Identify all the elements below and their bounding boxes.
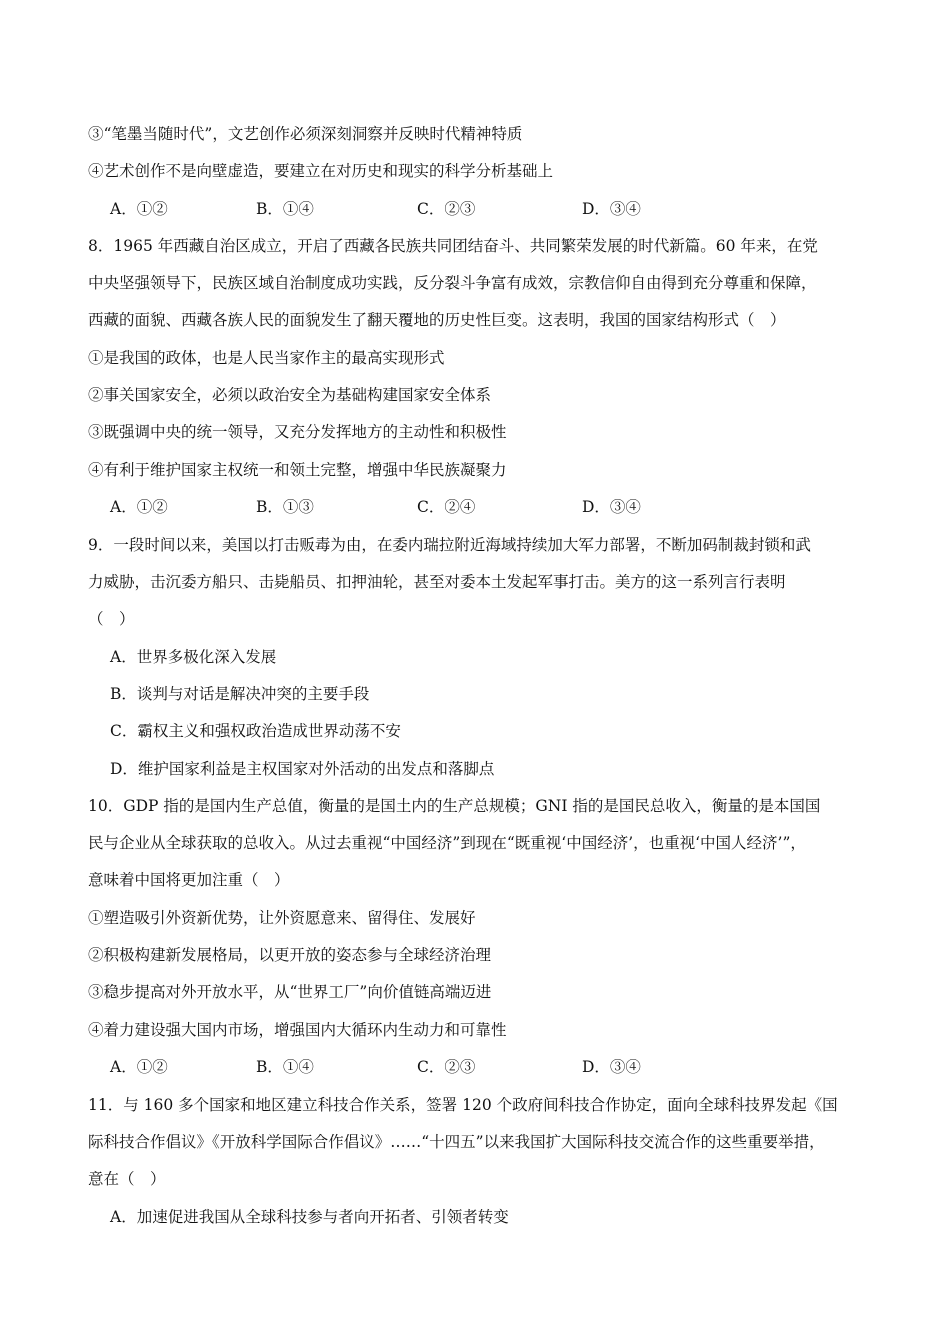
q8-stem-line-1: 8．1965 年西藏自治区成立，开启了西藏各民族共同团结奋斗、共同繁荣发展的时代新篇。60 年来，在党 [88, 237, 818, 255]
q9-stem-line-1: 9．一段时间以来，美国以打击贩毒为由，在委内瑞拉附近海域持续加大军力部署，不断加码制裁封锁和武 [88, 536, 811, 554]
q10-option-a: A．①② [110, 1058, 168, 1076]
q11-stem-line-1: 11．与 160 多个国家和地区建立科技合作关系，签署 120 个政府间科技合作协定，面向全球科技界发起《国 [88, 1096, 838, 1114]
q9-stem-line-2: 力威胁，击沉委方船只、击毙船员、扣押油轮，甚至对委本土发起军事打击。美方的这一系列言行表明 [88, 573, 786, 591]
q11-option-a: A．加速促进我国从全球科技参与者向开拓者、引领者转变 [110, 1208, 509, 1226]
q10-option-c: C．②③ [417, 1058, 476, 1076]
q7-item-4: ④艺术创作不是向壁虚造，要建立在对历史和现实的科学分析基础上 [88, 162, 554, 180]
q8-stem-line-2: 中央坚强领导下，民族区域自治制度成功实践，反分裂斗争富有成效，宗教信仰自由得到充分尊重和保障， [88, 274, 817, 292]
q7-item-3: ③“笔墨当随时代”，文艺创作必须深刻洞察并反映时代精神特质 [88, 125, 523, 143]
q10-stem-line-1: 10．GDP 指的是国内生产总值，衡量的是国土内的生产总规模；GNI 指的是国民总收入，衡量的是本国国 [88, 797, 821, 815]
q10-item-3: ③稳步提高对外开放水平，从“世界工厂”向价值链高端迈进 [88, 983, 492, 1001]
q7-option-a: A．①② [110, 200, 168, 218]
q10-option-b: B．①④ [256, 1058, 314, 1076]
q10-stem-line-2: 民与企业从全球获取的总收入。从过去重视“中国经济”到现在“既重视‘中国经济’，也重视‘中国人经济’”， [88, 834, 806, 852]
q11-stem-line-3: 意在（ ） [88, 1170, 166, 1188]
q10-item-4: ④着力建设强大国内市场，增强国内大循环内生动力和可靠性 [88, 1021, 507, 1039]
q9-option-b: B．谈判与对话是解决冲突的主要手段 [110, 685, 370, 703]
q9-stem-line-3: （ ） [88, 610, 135, 628]
q7-option-d: D．③④ [582, 200, 641, 218]
q9-option-d: D．维护国家利益是主权国家对外活动的出发点和落脚点 [110, 760, 495, 778]
q8-item-2: ②事关国家安全，必须以政治安全为基础构建国家安全体系 [88, 386, 492, 404]
q8-option-b: B．①③ [256, 498, 314, 516]
q8-option-d: D．③④ [582, 498, 641, 516]
q9-option-c: C．霸权主义和强权政治造成世界动荡不安 [110, 722, 401, 740]
q8-option-c: C．②④ [417, 498, 476, 516]
q11-stem-line-2: 际科技合作倡议》《开放科学国际合作倡议》……“十四五”以来我国扩大国际科技交流合作的这些重要举措， [88, 1133, 825, 1151]
q8-item-3: ③既强调中央的统一领导，又充分发挥地方的主动性和积极性 [88, 423, 507, 441]
q7-option-b: B．①④ [256, 200, 314, 218]
q10-item-1: ①塑造吸引外资新优势，让外资愿意来、留得住、发展好 [88, 909, 476, 927]
q10-option-d: D．③④ [582, 1058, 641, 1076]
q8-item-1: ①是我国的政体，也是人民当家作主的最高实现形式 [88, 349, 445, 367]
q7-option-c: C．②③ [417, 200, 476, 218]
q8-item-4: ④有利于维护国家主权统一和领土完整，增强中华民族凝聚力 [88, 461, 507, 479]
q10-item-2: ②积极构建新发展格局，以更开放的姿态参与全球经济治理 [88, 946, 492, 964]
q10-stem-line-3: 意味着中国将更加注重（ ） [88, 871, 290, 889]
q8-option-a: A．①② [110, 498, 168, 516]
q8-stem-line-3: 西藏的面貌、西藏各族人民的面貌发生了翻天覆地的历史性巨变。这表明，我国的国家结构形式（ ） [88, 311, 786, 329]
q9-option-a: A．世界多极化深入发展 [110, 648, 277, 666]
